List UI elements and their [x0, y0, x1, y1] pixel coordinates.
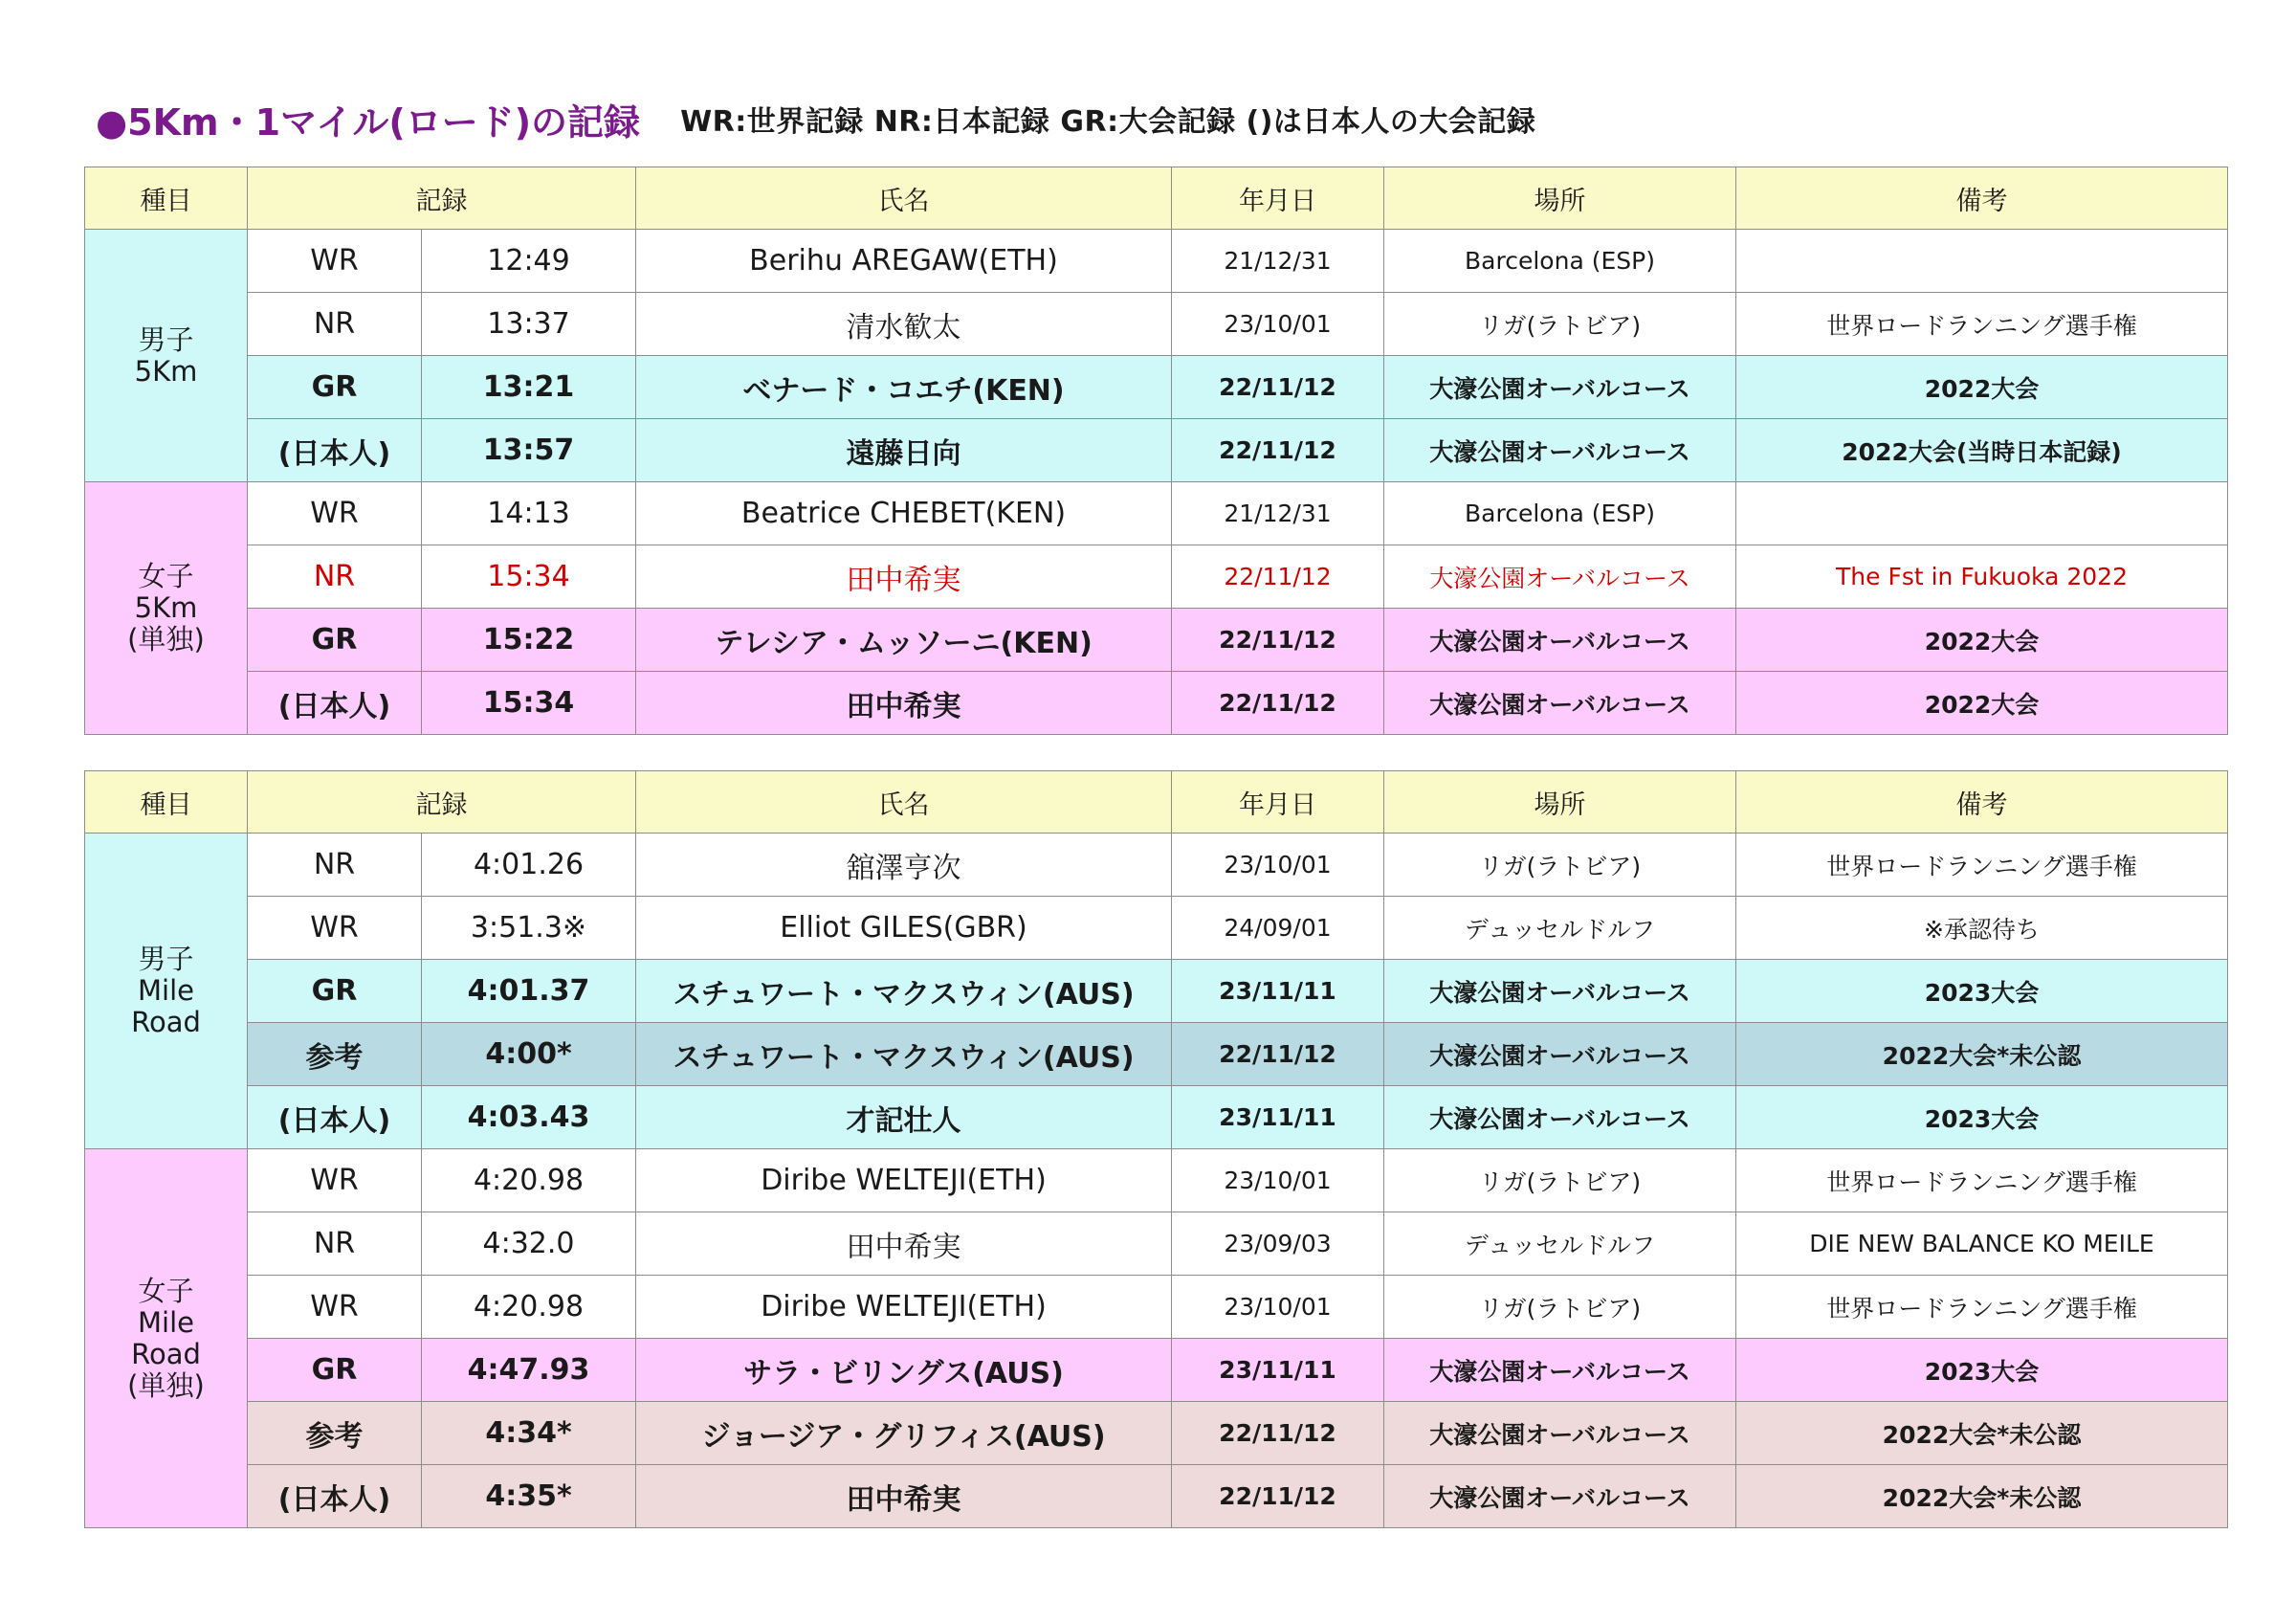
table-row — [85, 230, 2228, 293]
date-cell: 23/10/01 — [1172, 834, 1384, 897]
date-cell: 22/11/12 — [1172, 1465, 1384, 1528]
record-type-cell: GR — [248, 960, 422, 1023]
record-time-cell: 4:01.37 — [422, 960, 636, 1023]
record-type-cell: WR — [248, 1276, 422, 1339]
record-time-cell: 4:34* — [422, 1402, 636, 1465]
date-cell: 23/11/11 — [1172, 1086, 1384, 1149]
header-date: 年月日 — [1172, 167, 1384, 230]
event-label-line: Road — [131, 1337, 201, 1370]
table-row — [85, 897, 2228, 960]
event-cell — [85, 834, 248, 1149]
record-time-cell: 4:20.98 — [422, 1149, 636, 1212]
date-cell: 21/12/31 — [1172, 230, 1384, 293]
date-cell: 22/11/12 — [1172, 609, 1384, 672]
athlete-name-cell: 遠藤日向 — [636, 419, 1172, 482]
record-type-cell: WR — [248, 482, 422, 545]
note-cell: 2022大会 — [1736, 609, 2228, 672]
athlete-name-cell: スチュワート・マクスウィン(AUS) — [636, 1023, 1172, 1086]
date-cell: 23/09/03 — [1172, 1212, 1384, 1276]
event-cell — [85, 230, 248, 482]
note-cell: 2023大会 — [1736, 1086, 2228, 1149]
date-cell: 23/11/11 — [1172, 1339, 1384, 1402]
table-row — [85, 356, 2228, 419]
table-row — [85, 1086, 2228, 1149]
header-name: 氏名 — [636, 167, 1172, 230]
record-time-cell: 15:22 — [422, 609, 636, 672]
records-table-5km — [84, 167, 2228, 735]
table-row — [85, 1276, 2228, 1339]
note-cell: The Fst in Fukuoka 2022 — [1736, 545, 2228, 609]
record-time-cell: 15:34 — [422, 672, 636, 735]
venue-cell: 大濠公園オーバルコース — [1384, 545, 1736, 609]
date-cell: 22/11/12 — [1172, 419, 1384, 482]
record-type-cell: 参考 — [248, 1023, 422, 1086]
athlete-name-cell: Elliot GILES(GBR) — [636, 897, 1172, 960]
header-place: 場所 — [1384, 771, 1736, 834]
venue-cell: リガ(ラトビア) — [1384, 293, 1736, 356]
date-cell: 23/10/01 — [1172, 1149, 1384, 1212]
venue-cell: 大濠公園オーバルコース — [1384, 609, 1736, 672]
note-cell: 2022大会 — [1736, 672, 2228, 735]
page-title: ●5Km・1マイル(ロード)の記録 — [96, 100, 641, 144]
record-type-cell: NR — [248, 1212, 422, 1276]
venue-cell: 大濠公園オーバルコース — [1384, 1402, 1736, 1465]
venue-cell: リガ(ラトビア) — [1384, 834, 1736, 897]
record-time-cell: 14:13 — [422, 482, 636, 545]
table-row — [85, 293, 2228, 356]
note-cell: 2022大会*未公認 — [1736, 1402, 2228, 1465]
athlete-name-cell: ジョージア・グリフィス(AUS) — [636, 1402, 1172, 1465]
record-time-cell: 12:49 — [422, 230, 636, 293]
record-time-cell: 4:35* — [422, 1465, 636, 1528]
header-place: 場所 — [1384, 167, 1736, 230]
table-row — [85, 672, 2228, 735]
note-cell: 2022大会*未公認 — [1736, 1465, 2228, 1528]
note-cell: 世界ロードランニング選手権 — [1736, 293, 2228, 356]
event-label-line: Mile — [138, 1305, 194, 1339]
record-time-cell: 4:00* — [422, 1023, 636, 1086]
venue-cell: 大濠公園オーバルコース — [1384, 1023, 1736, 1086]
record-type-cell: (日本人) — [248, 1465, 422, 1528]
table-row — [85, 482, 2228, 545]
note-cell: ※承認待ち — [1736, 897, 2228, 960]
athlete-name-cell: Berihu AREGAW(ETH) — [636, 230, 1172, 293]
table-row — [85, 1402, 2228, 1465]
record-time-cell: 13:21 — [422, 356, 636, 419]
table-row — [85, 834, 2228, 897]
athlete-name-cell: 田中希実 — [636, 1465, 1172, 1528]
venue-cell: 大濠公園オーバルコース — [1384, 1465, 1736, 1528]
venue-cell: 大濠公園オーバルコース — [1384, 1339, 1736, 1402]
record-time-cell: 4:20.98 — [422, 1276, 636, 1339]
records-table-mile — [84, 770, 2228, 1528]
date-cell: 22/11/12 — [1172, 672, 1384, 735]
date-cell: 23/11/11 — [1172, 960, 1384, 1023]
note-cell: 2023大会 — [1736, 960, 2228, 1023]
table-row — [85, 960, 2228, 1023]
record-type-cell: (日本人) — [248, 1086, 422, 1149]
record-time-cell: 13:57 — [422, 419, 636, 482]
athlete-name-cell: スチュワート・マクスウィン(AUS) — [636, 960, 1172, 1023]
legend-text: WR:世界記録 NR:日本記録 GR:大会記録 ()は日本人の大会記録 — [680, 105, 1536, 139]
date-cell: 23/10/01 — [1172, 293, 1384, 356]
record-type-cell: WR — [248, 897, 422, 960]
record-type-cell: NR — [248, 545, 422, 609]
header-record: 記録 — [248, 167, 636, 230]
record-time-cell: 4:01.26 — [422, 834, 636, 897]
record-type-cell: GR — [248, 356, 422, 419]
event-label-line: (単独) — [127, 1368, 205, 1402]
table-row — [85, 1023, 2228, 1086]
record-time-cell: 15:34 — [422, 545, 636, 609]
event-label-line: 女子 — [138, 560, 194, 592]
header-record: 記録 — [248, 771, 636, 834]
date-cell: 24/09/01 — [1172, 897, 1384, 960]
date-cell: 22/11/12 — [1172, 1402, 1384, 1465]
record-time-cell: 4:32.0 — [422, 1212, 636, 1276]
record-time-cell: 4:47.93 — [422, 1339, 636, 1402]
venue-cell: リガ(ラトビア) — [1384, 1149, 1736, 1212]
table-row — [85, 419, 2228, 482]
record-time-cell: 13:37 — [422, 293, 636, 356]
event-cell — [85, 1149, 248, 1528]
venue-cell: 大濠公園オーバルコース — [1384, 960, 1736, 1023]
record-type-cell: (日本人) — [248, 419, 422, 482]
date-cell: 22/11/12 — [1172, 545, 1384, 609]
event-label-line: Mile — [138, 974, 194, 1007]
record-type-cell: 参考 — [248, 1402, 422, 1465]
venue-cell: デュッセルドルフ — [1384, 897, 1736, 960]
table-row — [85, 1212, 2228, 1276]
event-label-line: Road — [131, 1006, 201, 1038]
athlete-name-cell: 清水歓太 — [636, 293, 1172, 356]
athlete-name-cell: 田中希実 — [636, 672, 1172, 735]
venue-cell: Barcelona (ESP) — [1384, 482, 1736, 545]
venue-cell: 大濠公園オーバルコース — [1384, 672, 1736, 735]
note-cell: 2023大会 — [1736, 1339, 2228, 1402]
note-cell — [1736, 482, 2228, 545]
athlete-name-cell: 田中希実 — [636, 1212, 1172, 1276]
header-row — [85, 771, 2228, 834]
record-time-cell: 3:51.3※ — [422, 897, 636, 960]
athlete-name-cell: Diribe WELTEJI(ETH) — [636, 1149, 1172, 1212]
header-event: 種目 — [85, 167, 248, 230]
date-cell: 22/11/12 — [1172, 356, 1384, 419]
note-cell: 世界ロードランニング選手権 — [1736, 834, 2228, 897]
page-heading — [96, 92, 1535, 145]
athlete-name-cell: テレシア・ムッソーニ(KEN) — [636, 609, 1172, 672]
athlete-name-cell: サラ・ビリングス(AUS) — [636, 1339, 1172, 1402]
header-date: 年月日 — [1172, 771, 1384, 834]
athlete-name-cell: 田中希実 — [636, 545, 1172, 609]
note-cell: 2022大会 — [1736, 356, 2228, 419]
record-type-cell: NR — [248, 293, 422, 356]
venue-cell: Barcelona (ESP) — [1384, 230, 1736, 293]
header-note: 備考 — [1736, 167, 2228, 230]
table-row — [85, 1339, 2228, 1402]
venue-cell: リガ(ラトビア) — [1384, 1276, 1736, 1339]
record-type-cell: WR — [248, 1149, 422, 1212]
header-note: 備考 — [1736, 771, 2228, 834]
venue-cell: 大濠公園オーバルコース — [1384, 419, 1736, 482]
note-cell: 2022大会(当時日本記録) — [1736, 419, 2228, 482]
venue-cell: 大濠公園オーバルコース — [1384, 356, 1736, 419]
event-label-line: 男子 — [138, 943, 194, 975]
venue-cell: 大濠公園オーバルコース — [1384, 1086, 1736, 1149]
table-row — [85, 609, 2228, 672]
note-cell: DIE NEW BALANCE KO MEILE — [1736, 1212, 2228, 1276]
event-label-line: 女子 — [138, 1274, 194, 1307]
record-type-cell: (日本人) — [248, 672, 422, 735]
record-type-cell: NR — [248, 834, 422, 897]
date-cell: 21/12/31 — [1172, 482, 1384, 545]
athlete-name-cell: 才記壮人 — [636, 1086, 1172, 1149]
event-cell — [85, 482, 248, 735]
athlete-name-cell: Beatrice CHEBET(KEN) — [636, 482, 1172, 545]
athlete-name-cell: Diribe WELTEJI(ETH) — [636, 1276, 1172, 1339]
athlete-name-cell: ベナード・コエチ(KEN) — [636, 356, 1172, 419]
note-cell: 2022大会*未公認 — [1736, 1023, 2228, 1086]
header-event: 種目 — [85, 771, 248, 834]
date-cell: 22/11/12 — [1172, 1023, 1384, 1086]
header-row — [85, 167, 2228, 230]
header-name: 氏名 — [636, 771, 1172, 834]
record-type-cell: GR — [248, 1339, 422, 1402]
event-label-line: (単独) — [127, 623, 205, 656]
table-row — [85, 1465, 2228, 1528]
record-type-cell: WR — [248, 230, 422, 293]
record-type-cell: GR — [248, 609, 422, 672]
event-label-line: 5Km — [134, 591, 198, 624]
venue-cell: デュッセルドルフ — [1384, 1212, 1736, 1276]
table-row — [85, 545, 2228, 609]
date-cell: 23/10/01 — [1172, 1276, 1384, 1339]
note-cell — [1736, 230, 2228, 293]
event-label-line: 男子 — [138, 322, 194, 356]
note-cell: 世界ロードランニング選手権 — [1736, 1149, 2228, 1212]
record-time-cell: 4:03.43 — [422, 1086, 636, 1149]
athlete-name-cell: 舘澤亨次 — [636, 834, 1172, 897]
table-row — [85, 1149, 2228, 1212]
event-label-line: 5Km — [134, 354, 198, 388]
note-cell: 世界ロードランニング選手権 — [1736, 1276, 2228, 1339]
